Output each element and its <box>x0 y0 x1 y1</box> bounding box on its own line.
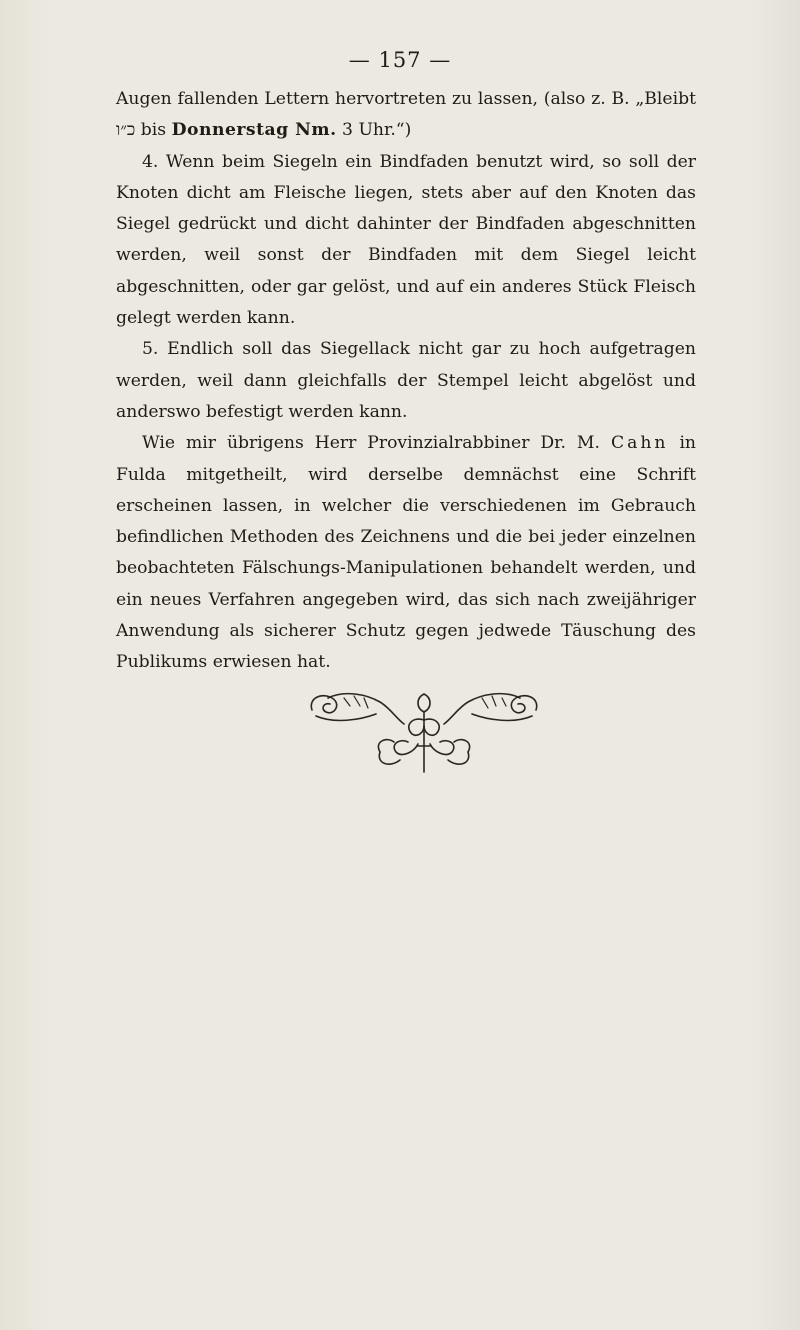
p4-seg-3: in Fulda mitgetheilt, wird derselbe demnächst eine Schrift erscheinen lassen, in welcher die verschiedenen im Gebrauch befindlichen Methoden des Zeichnens und die bei jeder einzelnen beobachteten Fälschungs-Manipulationen behandelt werden, und ein neues Verfahren angegeben wird, das sich nach zweijähriger Anwendung als sicherer Schutz gegen jedwede Täuschung des Publikums erwiesen hat. <box>116 433 697 673</box>
p3-seg-1: 5. Endlich soll das Siegellack nicht gar zu hoch aufgetragen werden, weil dann gleichfalls der Stempel leicht abgelöst und anderswo befestigt werden kann. <box>116 339 696 422</box>
p2-seg-1: 4. Wenn beim Siegeln ein Bindfaden benutzt wird, so soll der Knoten dicht am Fleische liegen, stets aber auf den Knoten das Siegel gedrückt und dicht dahinter der Bindfaden abgeschnitten werden, weil sonst der Bindfaden mit dem Siegel leicht abgeschnitten, oder gar gelöst, und auf ein anderes Stück Fleisch gelegt werden kann. <box>116 151 696 329</box>
p4-seg-1: Wie mir übrigens Herr Provinzialrabbiner Dr. M. <box>142 433 611 454</box>
paragraph-2 <box>116 147 696 335</box>
body-text <box>116 84 696 679</box>
paragraph-1 <box>116 84 696 147</box>
p1-seg-2-bold: Donnerstag Nm. <box>171 120 337 141</box>
p1-seg-1: Augen fallenden Lettern hervortreten zu lassen, (also z. B. „Bleibt כ״ו bis <box>116 89 696 141</box>
paragraph-3 <box>116 334 696 428</box>
paragraph-4 <box>116 428 696 678</box>
vignette-ornament-icon <box>304 686 544 774</box>
page-number: — 157 — <box>348 48 452 72</box>
p4-seg-2-spaced: Cahn <box>610 433 669 454</box>
p1-seg-3: 3 Uhr.“) <box>336 120 412 141</box>
